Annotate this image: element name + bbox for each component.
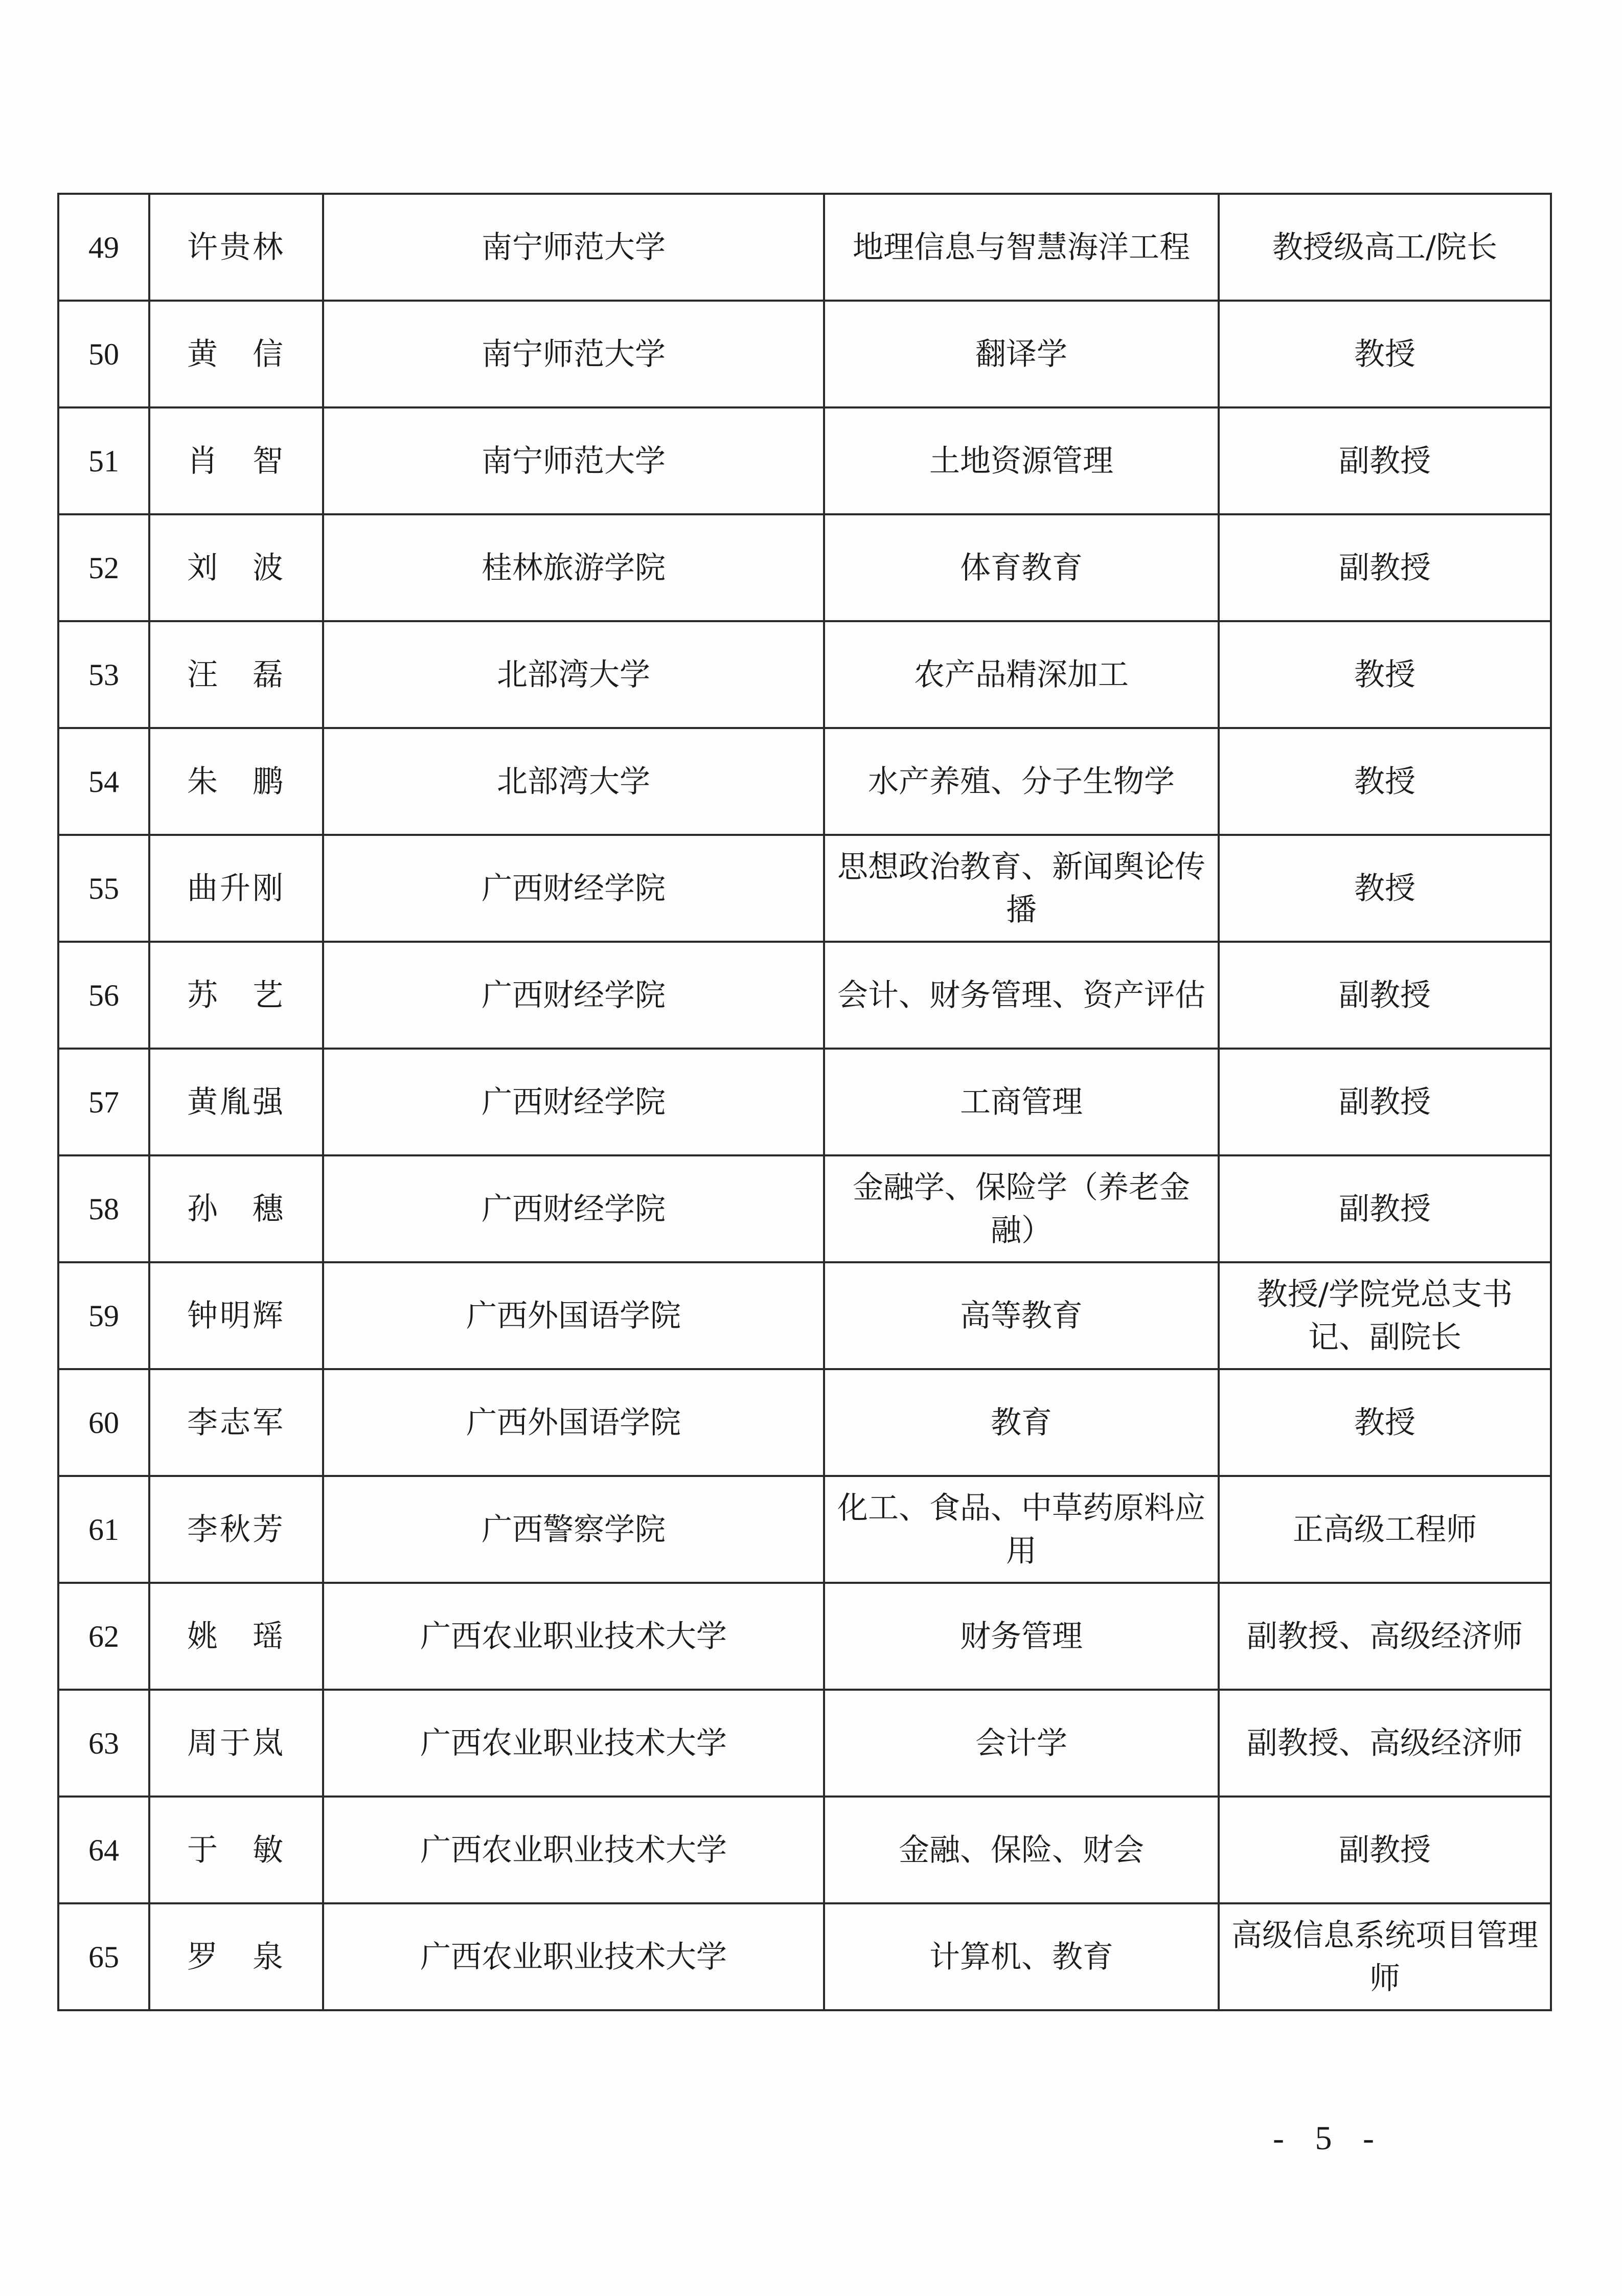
title-cell: 副教授 bbox=[1219, 514, 1551, 621]
title-cell: 副教授 bbox=[1219, 407, 1551, 514]
row-number-cell: 55 bbox=[58, 835, 149, 942]
name-cell: 姚 瑶 bbox=[149, 1583, 323, 1690]
table-row bbox=[58, 1903, 1551, 2010]
unit-cell: 广西农业职业技术大学 bbox=[323, 1797, 824, 1903]
title-cell: 正高级工程师 bbox=[1219, 1476, 1551, 1583]
unit-cell: 广西农业职业技术大学 bbox=[323, 1583, 824, 1690]
row-number-cell: 65 bbox=[58, 1903, 149, 2010]
table-row bbox=[58, 1155, 1551, 1262]
row-number-cell: 64 bbox=[58, 1797, 149, 1903]
row-number-cell: 57 bbox=[58, 1049, 149, 1155]
unit-cell: 广西财经学院 bbox=[323, 942, 824, 1049]
table-row bbox=[58, 301, 1551, 407]
unit-cell: 广西外国语学院 bbox=[323, 1262, 824, 1369]
table-row bbox=[58, 728, 1551, 835]
table-row bbox=[58, 835, 1551, 942]
title-cell: 教授 bbox=[1219, 728, 1551, 835]
name-cell: 于 敏 bbox=[149, 1797, 323, 1903]
expert-roster-table bbox=[57, 193, 1552, 2011]
field-cell: 思想政治教育、新闻舆论传播 bbox=[824, 835, 1219, 942]
field-cell: 高等教育 bbox=[824, 1262, 1219, 1369]
field-cell: 农产品精深加工 bbox=[824, 621, 1219, 728]
unit-cell: 桂林旅游学院 bbox=[323, 514, 824, 621]
row-number-cell: 60 bbox=[58, 1369, 149, 1476]
row-number-cell: 63 bbox=[58, 1690, 149, 1797]
field-cell: 土地资源管理 bbox=[824, 407, 1219, 514]
field-cell: 会计、财务管理、资产评估 bbox=[824, 942, 1219, 1049]
row-number-cell: 52 bbox=[58, 514, 149, 621]
unit-cell: 北部湾大学 bbox=[323, 621, 824, 728]
table-row bbox=[58, 1583, 1551, 1690]
name-cell: 李秋芳 bbox=[149, 1476, 323, 1583]
table-row bbox=[58, 194, 1551, 301]
table-row bbox=[58, 942, 1551, 1049]
field-cell: 地理信息与智慧海洋工程 bbox=[824, 194, 1219, 301]
table-row bbox=[58, 1262, 1551, 1369]
name-cell: 曲升刚 bbox=[149, 835, 323, 942]
name-cell: 周于岚 bbox=[149, 1690, 323, 1797]
name-cell: 钟明辉 bbox=[149, 1262, 323, 1369]
title-cell: 教授 bbox=[1219, 1369, 1551, 1476]
field-cell: 翻译学 bbox=[824, 301, 1219, 407]
title-cell: 高级信息系统项目管理师 bbox=[1219, 1903, 1551, 2010]
field-cell: 工商管理 bbox=[824, 1049, 1219, 1155]
field-cell: 金融、保险、财会 bbox=[824, 1797, 1219, 1903]
field-cell: 教育 bbox=[824, 1369, 1219, 1476]
field-cell: 会计学 bbox=[824, 1690, 1219, 1797]
title-cell: 副教授、高级经济师 bbox=[1219, 1690, 1551, 1797]
title-cell: 教授 bbox=[1219, 835, 1551, 942]
unit-cell: 广西农业职业技术大学 bbox=[323, 1690, 824, 1797]
row-number-cell: 58 bbox=[58, 1155, 149, 1262]
title-cell: 副教授、高级经济师 bbox=[1219, 1583, 1551, 1690]
unit-cell: 南宁师范大学 bbox=[323, 301, 824, 407]
unit-cell: 广西财经学院 bbox=[323, 835, 824, 942]
name-cell: 汪 磊 bbox=[149, 621, 323, 728]
title-cell: 教授 bbox=[1219, 301, 1551, 407]
unit-cell: 广西农业职业技术大学 bbox=[323, 1903, 824, 2010]
row-number-cell: 50 bbox=[58, 301, 149, 407]
unit-cell: 广西警察学院 bbox=[323, 1476, 824, 1583]
title-cell: 教授 bbox=[1219, 621, 1551, 728]
unit-cell: 广西外国语学院 bbox=[323, 1369, 824, 1476]
name-cell: 李志军 bbox=[149, 1369, 323, 1476]
name-cell: 许贵林 bbox=[149, 194, 323, 301]
title-cell: 教授/学院党总支书记、副院长 bbox=[1219, 1262, 1551, 1369]
row-number-cell: 51 bbox=[58, 407, 149, 514]
field-cell: 金融学、保险学（养老金融） bbox=[824, 1155, 1219, 1262]
table-row bbox=[58, 407, 1551, 514]
unit-cell: 北部湾大学 bbox=[323, 728, 824, 835]
name-cell: 黄胤强 bbox=[149, 1049, 323, 1155]
table-row bbox=[58, 621, 1551, 728]
roster-table-body bbox=[58, 194, 1551, 2010]
table-row bbox=[58, 1049, 1551, 1155]
table-row bbox=[58, 1369, 1551, 1476]
name-cell: 罗 泉 bbox=[149, 1903, 323, 2010]
page-number: - 5 - bbox=[1273, 2120, 1385, 2157]
name-cell: 刘 波 bbox=[149, 514, 323, 621]
name-cell: 黄 信 bbox=[149, 301, 323, 407]
row-number-cell: 49 bbox=[58, 194, 149, 301]
title-cell: 副教授 bbox=[1219, 1049, 1551, 1155]
unit-cell: 广西财经学院 bbox=[323, 1049, 824, 1155]
table-row bbox=[58, 1476, 1551, 1583]
row-number-cell: 62 bbox=[58, 1583, 149, 1690]
field-cell: 财务管理 bbox=[824, 1583, 1219, 1690]
row-number-cell: 59 bbox=[58, 1262, 149, 1369]
name-cell: 孙 穗 bbox=[149, 1155, 323, 1262]
unit-cell: 南宁师范大学 bbox=[323, 194, 824, 301]
name-cell: 朱 鹏 bbox=[149, 728, 323, 835]
table-row bbox=[58, 1797, 1551, 1903]
field-cell: 体育教育 bbox=[824, 514, 1219, 621]
table-row bbox=[58, 514, 1551, 621]
field-cell: 计算机、教育 bbox=[824, 1903, 1219, 2010]
unit-cell: 广西财经学院 bbox=[323, 1155, 824, 1262]
row-number-cell: 56 bbox=[58, 942, 149, 1049]
field-cell: 水产养殖、分子生物学 bbox=[824, 728, 1219, 835]
row-number-cell: 53 bbox=[58, 621, 149, 728]
name-cell: 苏 艺 bbox=[149, 942, 323, 1049]
row-number-cell: 54 bbox=[58, 728, 149, 835]
unit-cell: 南宁师范大学 bbox=[323, 407, 824, 514]
row-number-cell: 61 bbox=[58, 1476, 149, 1583]
title-cell: 副教授 bbox=[1219, 1797, 1551, 1903]
title-cell: 教授级高工/院长 bbox=[1219, 194, 1551, 301]
name-cell: 肖 智 bbox=[149, 407, 323, 514]
title-cell: 副教授 bbox=[1219, 942, 1551, 1049]
field-cell: 化工、食品、中草药原料应用 bbox=[824, 1476, 1219, 1583]
table-row bbox=[58, 1690, 1551, 1797]
title-cell: 副教授 bbox=[1219, 1155, 1551, 1262]
